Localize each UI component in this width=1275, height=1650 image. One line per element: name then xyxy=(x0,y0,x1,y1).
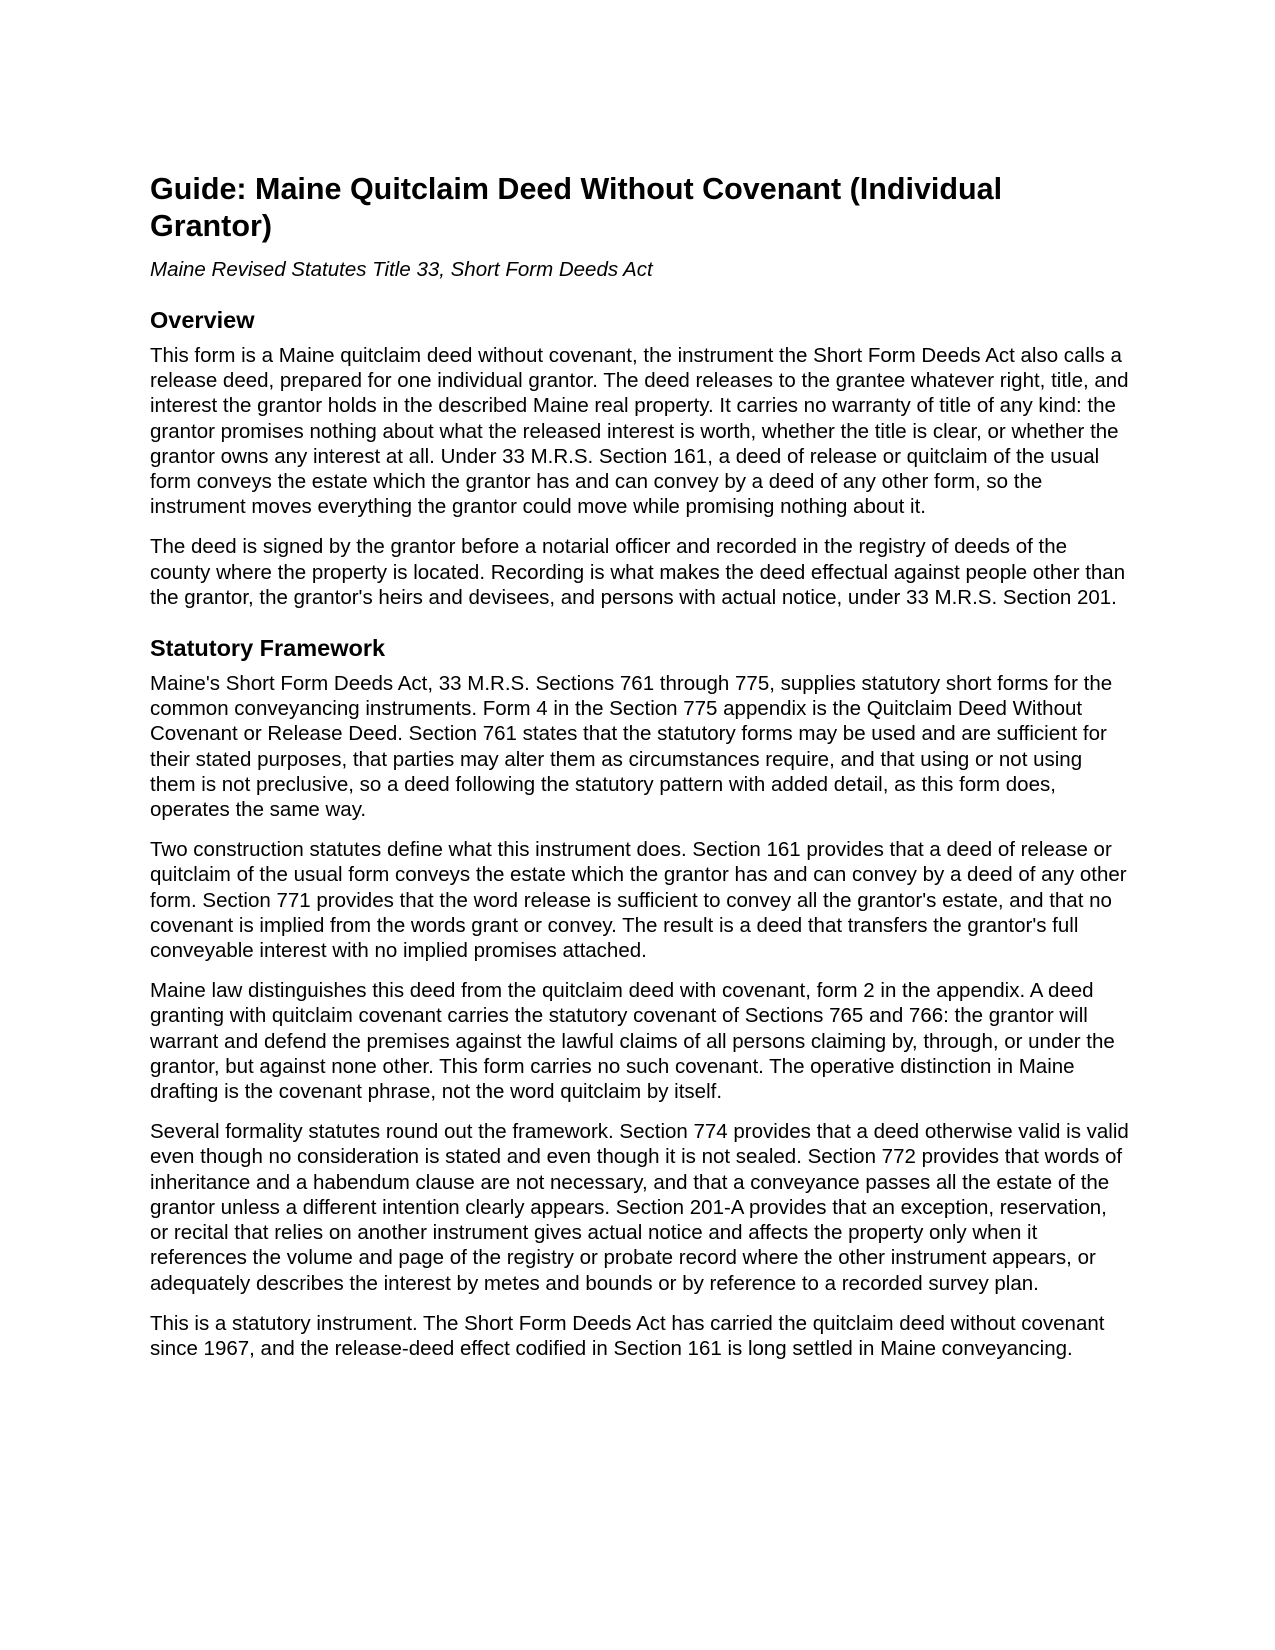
section-overview xyxy=(150,306,1130,610)
paragraph: Several formality statutes round out the framework. Section 774 provides that a deed otherwise valid is valid even though no consideration is stated and even though it is not sealed. Section 772 provides that words of inheritance and a habendum clause are not necessary, and that a conveyance passes all the estate of the grantor unless a different intention clearly appears. Section 201-A provides that an exception, reservation, or recital that relies on another instrument gives actual notice and affects the property only when it references the volume and page of the registry or probate record where the other instrument appears, or adequately describes the interest by metes and bounds or by reference to a recorded survey plan. xyxy=(150,1120,1129,1295)
document-page xyxy=(150,171,1130,1376)
document-subtitle: Maine Revised Statutes Title 33, Short Form Deeds Act xyxy=(150,258,653,281)
paragraph: Maine's Short Form Deeds Act, 33 M.R.S. Sections 761 through 775, supplies statutory short forms for the common conveyancing instruments. Form 4 in the Section 775 appendix is the Quitclaim Deed Without Covenant or Release Deed. Section 761 states that the statutory forms may be used and are sufficient for their stated purposes, that parties may alter them as circumstances require, and that using or not using them is not preclusive, so a deed following the statutory pattern with added detail, as this form does, operates the same way. xyxy=(150,672,1113,822)
section-heading: Statutory Framework xyxy=(150,635,386,662)
paragraph: This is a statutory instrument. The Short Form Deeds Act has carried the quitclaim deed without covenant since 1967, and the release-deed effect codified in Section 161 is long settled in Maine conveyancing. xyxy=(150,1311,1105,1360)
document-title: Guide: Maine Quitclaim Deed Without Covenant (Individual Grantor) xyxy=(150,172,1003,243)
paragraph: Two construction statutes define what this instrument does. Section 161 provides that a deed of release or quitclaim of the usual form conveys the estate which the grantor has and can convey by a deed of any other form. Section 771 provides that the word release is sufficient to convey all the grantor's estate, and that no covenant is implied from the words grant or convey. The result is a deed that transfers the grantor's full conveyable interest with no implied promises attached. xyxy=(150,838,1127,963)
section-statutory-framework xyxy=(150,634,1130,1361)
paragraph: The deed is signed by the grantor before a notarial officer and recorded in the registry of deeds of the county where the property is located. Recording is what makes the deed effectual against people other than the grantor, the grantor's heirs and devisees, and persons with actual notice, under 33 M.R.S. Section 201. xyxy=(150,535,1126,609)
paragraph: This form is a Maine quitclaim deed without covenant, the instrument the Short Form Deeds Act also calls a release deed, prepared for one individual grantor. The deed releases to the grantee whatever right, title, and interest the grantor holds in the described Maine real property. It carries no warranty of title of any kind: the grantor promises nothing about what the released interest is worth, whether the title is clear, or whether the grantor owns any interest at all. Under 33 M.R.S. Section 161, a deed of release or quitclaim of the usual form conveys the estate which the grantor has and can convey by a deed of any other form, so the instrument moves everything the grantor could move while promising nothing about it. xyxy=(150,344,1129,519)
section-heading: Overview xyxy=(150,307,255,333)
paragraph: Maine law distinguishes this deed from the quitclaim deed with covenant, form 2 in the appendix. A deed granting with quitclaim covenant carries the statutory covenant of Sections 765 and 766: the grantor will warrant and defend the premises against the lawful claims of all persons claiming by, through, or under the grantor, but against none other. This form carries no such covenant. The operative distinction in Maine drafting is the covenant phrase, not the word quitclaim by itself. xyxy=(150,979,1115,1104)
